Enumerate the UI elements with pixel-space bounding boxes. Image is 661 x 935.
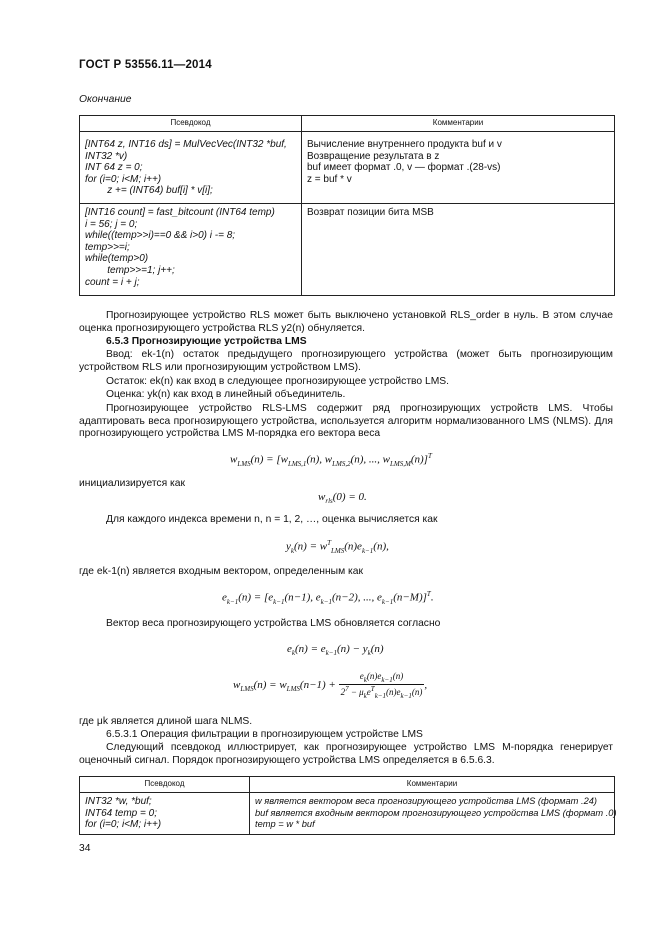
code-line: for (i=0; i<M; i++) [85,819,162,831]
code-line: i = 56; j = 0; [85,218,138,230]
paragraph-weight-update: Вектор веса прогнозирующего устройства LMS обновляется согласно [106,618,441,629]
column-header-comments: Комментарии [250,777,615,793]
code-line: INT32 *v) [85,150,128,162]
code-line: z += (INT64) buf[i] * v[i]; [85,185,213,197]
section-heading-6-5-3: 6.5.3 Прогнозирующие устройства LMS [106,336,307,347]
formula-init: $w_{rls}(0) = 0$. [318,491,367,506]
comment-line: Вычисление внутреннего продукта buf и v [307,139,502,150]
code-cell [80,204,302,296]
comment-cell [302,132,615,204]
table-row [80,793,615,835]
table-caption: Окончание [79,94,132,105]
column-header-pseudocode: Псевдокод [80,116,302,132]
table-header-row [80,116,615,132]
comment-cell [302,204,615,296]
document-header: ГОСТ Р 53556.11—2014 [79,59,212,71]
comment-line: temp = w * buf [255,819,315,830]
code-line: temp>>=1; j++; [85,264,175,276]
paragraph-input: Ввод: ek-1(n) остаток предыдущего прогнозирующего устройства (может быть прогнозирующим устройством RLS или прогнозирующим устройством LMS). [79,349,613,373]
formula-input-vector: $e_{k-1}(n) = [e_{k-1}(n-1)$, $e_{k-1}(n-2)$, ..., $e_{k-1}(n-M)]^T$. [222,590,434,606]
formula-weight-vector: $w_{LMS}(n) = [w_{LMS,1}(n)$, $w_{LMS,2}(n)$, ..., $w_{LMS,M}(n)]^T$ [230,452,432,468]
code-line: [INT16 count] = fast_bitcount (INT64 temp) [85,207,275,218]
code-line: INT64 temp = 0; [85,807,157,819]
paragraph-rls-lms: Прогнозирующее устройство RLS-LMS содержит ряд прогнозирующих устройств LMS. Чтобы адаптировать веса прогнозирующего устройства, используется алгоритм нормализованного LMS (NLMS). Для прогнозирующего устройства LMS M-порядка его вектора веса [79,403,613,439]
pseudocode-table-2 [79,776,615,835]
comment-cell [250,793,615,835]
code-line: INT 64 z = 0; [85,162,143,174]
subsection-heading-6-5-3-1: 6.5.3.1 Операция фильтрации в прогнозирующем устройстве LMS [106,729,423,740]
paragraph-rls-off: Прогнозирующее устройство RLS может быть выключено установкой RLS_order в нуль. В этом случае оценка прогнозирующего устройства RLS y2(n) обнуляется. [79,310,613,334]
code-line: count = i + j; [85,276,140,288]
code-line: while(temp>0) [85,253,149,265]
formula-estimate: $y_k(n) = w^T_{LMS}(n)e_{k-1}(n)$, [286,539,389,555]
paragraph-pseudocode-intro: Следующий псевдокод иллюстрирует, как прогнозирующее устройство LMS M-порядка генерирует оценочный сигнал. Порядок прогнозирующего устройства LMS определяется в 6.5.6.3. [79,742,613,766]
paragraph-time-index: Для каждого индекса времени n, n = 1, 2, …, оценка вычисляется как [106,514,438,525]
paragraph-estimate: Оценка: yk(n) как вход в линейный объединитель. [106,389,346,400]
code-cell [80,793,250,835]
code-line: for (i=0; i<M; i++) [85,173,162,185]
comment-line: Возврат позиции бита MSB [307,207,434,218]
comment-line: Возвращение результата в z [307,150,440,162]
table-row [80,132,615,204]
comment-line: buf является входным вектором прогнозирующего устройства LMS (формат .0) [255,807,617,818]
table-row [80,204,615,296]
code-cell [80,132,302,204]
comment-line: buf имеет формат .0, v — формат .(28-vs) [307,162,501,174]
formula-residual: $e_k(n) = e_{k-1}(n) - y_k(n)$ [287,643,384,658]
paragraph-step-size: где μk является длиной шага NLMS. [79,716,253,727]
paragraph-init: инициализируется как [79,478,185,489]
column-header-pseudocode: Псевдокод [80,777,250,793]
fraction: $\frac{e_k(n)e_{k-1}(n)}{2^7 - \mu_ke^T_{k-1}(n)e_{k-1}(n)}$ [340,671,423,700]
formula-weight-update: $w_{LMS}(n) = w_{LMS}(n-1)$ + $\frac{e_k(n)e_{k-1}(n)}{2^7 - \mu_ke^T_{k-1}(n)e_{k-1}(n)}$ , [233,671,428,700]
code-line: [INT64 z, INT16 ds] = MulVecVec(INT32 *buf, [85,139,287,150]
code-line: INT32 *w, *buf; [85,796,152,807]
comment-line: w является вектором веса прогнозирующего устройства LMS (формат .24) [255,796,598,806]
comment-line: z = buf * v [307,173,352,185]
code-line: temp>>=i; [85,241,130,253]
page-number: 34 [79,843,91,854]
pseudocode-table-1 [79,115,615,296]
paragraph-input-vector: где ek-1(n) является входным вектором, определенным как [79,566,363,577]
code-line: while((temp>>i)==0 && i>0) i -= 8; [85,230,236,242]
table-header-row [80,777,615,793]
paragraph-remainder: Остаток: ek(n) как вход в следующее прогнозирующее устройство LMS. [106,376,450,387]
column-header-comments: Комментарии [302,116,615,132]
